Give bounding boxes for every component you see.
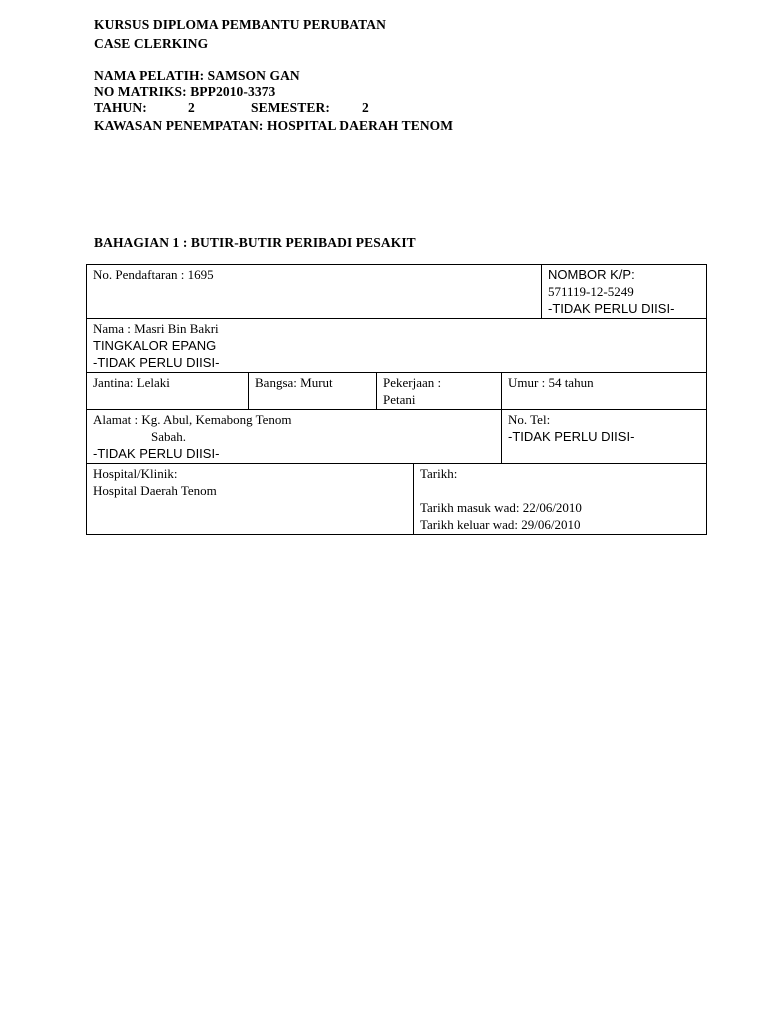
phone-label: No. Tel:	[508, 412, 551, 427]
phone-cell	[502, 410, 707, 464]
hospital-name: Hospital Daerah Tenom	[93, 483, 217, 498]
patient-details-form	[86, 264, 706, 535]
admit-date: Tarikh masuk wad: 22/06/2010	[420, 500, 582, 515]
name-note: -TIDAK PERLU DIISI-	[93, 355, 220, 370]
hospital-label: Hospital/Klinik:	[93, 466, 178, 481]
job-cell	[377, 373, 502, 410]
document-subtitle: CASE CLERKING	[94, 36, 209, 51]
date-spacer	[420, 482, 700, 499]
ic-label: NOMBOR K/P:	[548, 267, 635, 282]
address-note: -TIDAK PERLU DIISI-	[93, 446, 220, 461]
registration-cell	[87, 265, 542, 319]
course-title: KURSUS DIPLOMA PEMBANTU PERUBATAN	[94, 17, 386, 32]
date-label: Tarikh:	[420, 466, 458, 481]
race-cell	[249, 373, 377, 410]
phone-note: -TIDAK PERLU DIISI-	[508, 429, 635, 444]
section-title: BAHAGIAN 1 : BUTIR-BUTIR PERIBADI PESAKIT	[94, 235, 416, 250]
ic-note: -TIDAK PERLU DIISI-	[548, 301, 675, 316]
patient-race: Bangsa: Murut	[255, 375, 333, 390]
hospital-cell	[87, 464, 414, 535]
patient-age: Umur : 54 tahun	[508, 375, 594, 390]
patient-name-extra: TINGKALOR EPANG	[93, 338, 217, 353]
address-line-1: Alamat : Kg. Abul, Kemabong Tenom	[93, 412, 292, 427]
registration-number: No. Pendaftaran : 1695	[93, 267, 214, 282]
age-cell	[502, 373, 707, 410]
year-label: TAHUN:	[94, 100, 147, 115]
trainee-name: NAMA PELATIH: SAMSON GAN	[94, 68, 300, 83]
semester-value: 2	[362, 100, 369, 115]
placement-area: KAWASAN PENEMPATAN: HOSPITAL DAERAH TENOM	[94, 118, 454, 133]
name-cell	[87, 319, 707, 373]
patient-gender: Jantina: Lelaki	[93, 375, 170, 390]
patient-details-table	[86, 264, 707, 535]
semester-label: SEMESTER:	[251, 100, 330, 115]
year-value: 2	[188, 100, 195, 115]
ic-number: 571119-12-5249	[548, 284, 634, 299]
ic-cell	[542, 265, 707, 319]
address-cell	[87, 410, 502, 464]
date-cell	[414, 464, 707, 535]
gender-cell	[87, 373, 249, 410]
job-label: Pekerjaan :	[383, 375, 442, 390]
matric-number: NO MATRIKS: BPP2010-3373	[94, 84, 276, 99]
year-semester-row	[94, 100, 369, 116]
patient-name: Nama : Masri Bin Bakri	[93, 321, 219, 336]
patient-job: Petani	[383, 392, 416, 407]
address-line-2: Sabah.	[151, 429, 187, 444]
discharge-date: Tarikh keluar wad: 29/06/2010	[420, 517, 581, 532]
